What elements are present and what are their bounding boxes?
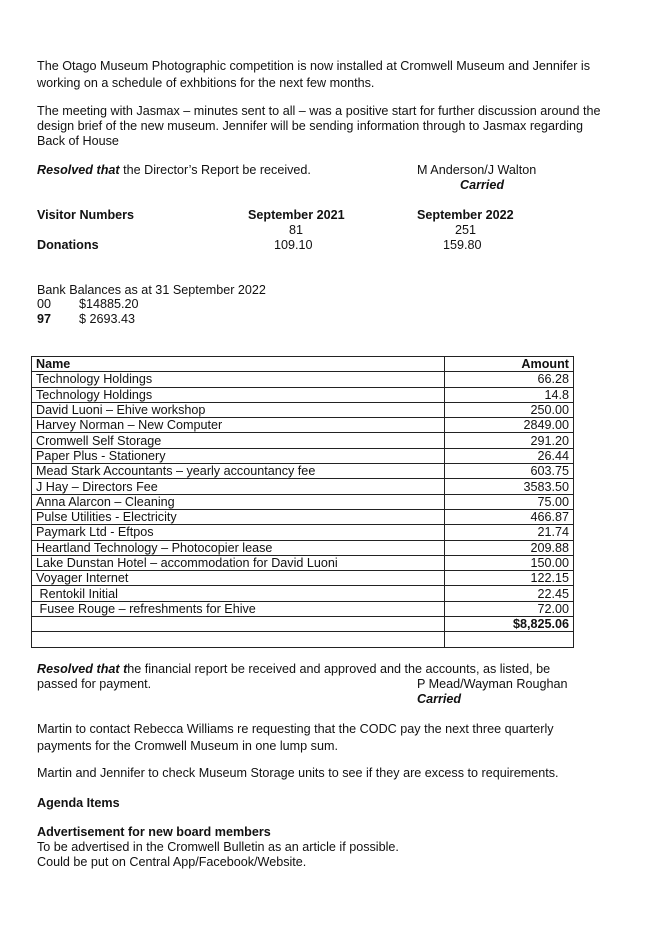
table-row: [32, 509, 574, 524]
row-amount: 209.88: [445, 540, 574, 555]
row-name: Heartland Technology – Photocopier lease: [32, 540, 445, 555]
stats-col-2021-header: September 2021: [248, 208, 345, 222]
row-name: Rentokil Initial: [32, 586, 445, 601]
empty-cell: [32, 632, 445, 647]
table-row: [32, 494, 574, 509]
row-name: Paper Plus - Stationery: [32, 448, 445, 463]
table-row: [32, 372, 574, 387]
resolution-2-text: he financial report be received and approved and the accounts, as listed, be: [127, 662, 551, 676]
row-name: Paymark Ltd - Eftpos: [32, 525, 445, 540]
accounts-table-body: [32, 372, 574, 647]
agenda-line-1: To be advertised in the Cromwell Bulletin as an article if possible.: [37, 840, 399, 854]
column-header-amount: Amount: [445, 357, 574, 372]
table-row: [32, 402, 574, 417]
column-header-name: Name: [32, 357, 445, 372]
row-name: J Hay – Directors Fee: [32, 479, 445, 494]
row-amount: 603.75: [445, 464, 574, 479]
accounts-table: [31, 356, 574, 648]
row-amount: 66.28: [445, 372, 574, 387]
visitors-2022-value: 251: [455, 223, 477, 237]
table-total-row: [32, 617, 574, 632]
row-name: Pulse Utilities - Electricity: [32, 509, 445, 524]
row-name: Voyager Internet: [32, 571, 445, 586]
intro-paragraph-2: The meeting with Jasmax – minutes sent to all – was a positive start for further discussion around the design brief of the new museum. Jennifer will be sending information through to Jasmax regarding Back of House: [37, 104, 601, 148]
table-row: [32, 433, 574, 448]
table-empty-row: [32, 632, 574, 647]
action-storage-check: Martin and Jennifer to check Museum Storage units to see if they are excess to requirements.: [37, 766, 559, 780]
resolution-2-text-line2: passed for payment.: [37, 677, 152, 691]
resolution-1-movers: M Anderson/J Walton: [417, 163, 537, 177]
table-row: [32, 601, 574, 616]
donations-label: Donations: [37, 238, 99, 252]
bank-account-2-amount: $ 2693.43: [79, 312, 136, 326]
row-name: Mead Stark Accountants – yearly accountancy fee: [32, 464, 445, 479]
action-martin-codc: Martin to contact Rebecca Williams re requesting that the CODC pay the next three quarterly payments for the Cromwell Museum in one lump sum.: [37, 722, 554, 753]
row-amount: 75.00: [445, 494, 574, 509]
intro-paragraph-1: The Otago Museum Photographic competition is now installed at Cromwell Museum and Jennifer is working on a schedule of exhbitions for the next few months.: [37, 59, 590, 90]
row-amount: 150.00: [445, 555, 574, 570]
table-row: [32, 418, 574, 433]
table-row: [32, 555, 574, 570]
table-row: [32, 540, 574, 555]
total-amount: $8,825.06: [445, 617, 574, 632]
table-row: [32, 571, 574, 586]
row-name: Anna Alarcon – Cleaning: [32, 494, 445, 509]
row-amount: 21.74: [445, 525, 574, 540]
row-name: Harvey Norman – New Computer: [32, 418, 445, 433]
row-name: Fusee Rouge – refreshments for Ehive: [32, 601, 445, 616]
agenda-heading: Agenda Items: [37, 796, 120, 810]
table-row: [32, 387, 574, 402]
agenda-line-2: Could be put on Central App/Facebook/Website.: [37, 855, 307, 869]
donations-2022-value: 159.80: [443, 238, 482, 252]
table-row: [32, 479, 574, 494]
table-row: [32, 586, 574, 601]
resolution-1-lead: Resolved that: [37, 163, 120, 177]
row-amount: 22.45: [445, 586, 574, 601]
visitor-numbers-label: Visitor Numbers: [37, 208, 135, 222]
resolution-2-status: Carried: [417, 692, 462, 706]
row-amount: 291.20: [445, 433, 574, 448]
table-row: [32, 448, 574, 463]
row-amount: 2849.00: [445, 418, 574, 433]
row-amount: 14.8: [445, 387, 574, 402]
resolution-1: [37, 163, 311, 177]
resolution-1-text: the Director’s Report be received.: [119, 163, 311, 177]
row-amount: 26.44: [445, 448, 574, 463]
bank-balances-heading: Bank Balances as at 31 September 2022: [37, 283, 266, 297]
row-amount: 466.87: [445, 509, 574, 524]
agenda-sub-heading: Advertisement for new board members: [37, 825, 271, 839]
row-name: Technology Holdings: [32, 372, 445, 387]
bank-account-1-amount: $14885.20: [79, 297, 139, 311]
row-amount: 122.15: [445, 571, 574, 586]
resolution-2: [37, 662, 550, 676]
visitors-2021-value: 81: [289, 223, 304, 237]
row-name: David Luoni – Ehive workshop: [32, 402, 445, 417]
empty-cell: [445, 632, 574, 647]
table-row: [32, 525, 574, 540]
row-amount: 3583.50: [445, 479, 574, 494]
row-name: Cromwell Self Storage: [32, 433, 445, 448]
resolution-2-lead: Resolved that t: [37, 662, 128, 676]
row-amount: 250.00: [445, 402, 574, 417]
stats-col-2022-header: September 2022: [417, 208, 514, 222]
donations-2021-value: 109.10: [274, 238, 313, 252]
resolution-2-movers: P Mead/Wayman Roughan: [417, 677, 568, 691]
accounts-table-header: [32, 357, 574, 372]
row-amount: 72.00: [445, 601, 574, 616]
bank-account-1-code: 00: [37, 297, 52, 311]
bank-account-2-code: 97: [37, 312, 52, 326]
row-name: Lake Dunstan Hotel – accommodation for David Luoni: [32, 555, 445, 570]
resolution-1-status: Carried: [460, 178, 505, 192]
row-name: Technology Holdings: [32, 387, 445, 402]
total-label-cell: [32, 617, 445, 632]
table-row: [32, 464, 574, 479]
